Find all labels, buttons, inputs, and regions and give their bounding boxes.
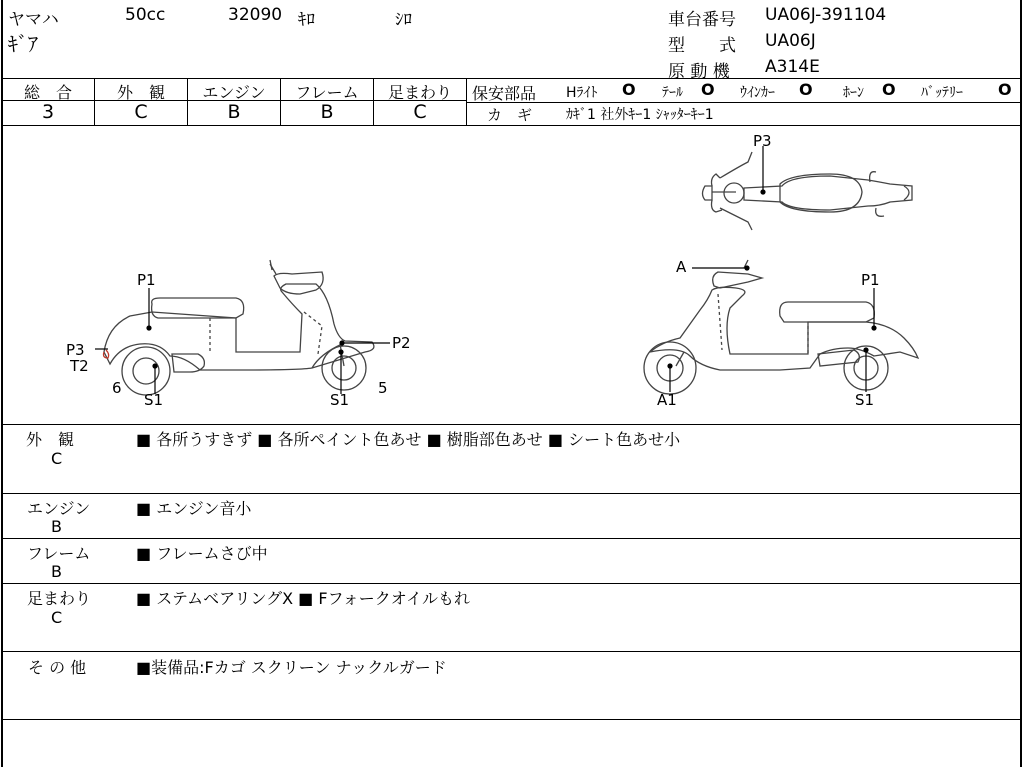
score-label-exterior: 外 観 [116, 83, 165, 102]
safety-mark-headlight: O [622, 80, 636, 99]
divider [1, 493, 1022, 494]
score-value-engine: B [227, 101, 241, 123]
score-label-engine: エンジン [202, 83, 266, 102]
safety-mark-winker: O [799, 80, 813, 99]
section-label: エンジン [27, 499, 91, 518]
divider [1, 424, 1022, 425]
section-text: ■ ステムベアリングX ■ Fフォークオイルもれ [136, 589, 470, 608]
score-value-total: 3 [41, 101, 55, 123]
score-value-exterior: C [134, 101, 148, 123]
label-left-s1a: S1 [144, 391, 164, 409]
label-top-p3: P3 [753, 132, 772, 150]
divider [1, 78, 1022, 79]
label-left-6: 6 [112, 379, 122, 397]
label-left-p3: P3 [66, 341, 85, 359]
safety-item-headlight: Hﾗｲﾄ [566, 85, 598, 101]
safety-mark-tail: O [701, 80, 715, 99]
mileage-unit: ｷﾛ [298, 10, 315, 30]
score-value-frame: B [320, 101, 334, 123]
type-value: UA06J [765, 31, 816, 51]
score-label-total: 総 合 [23, 83, 72, 102]
keys-label: カ ギ [487, 106, 533, 124]
section-label: 外 観 [26, 430, 75, 449]
label-left-t2: T2 [70, 357, 89, 375]
section-label: フレーム [27, 544, 91, 563]
safety-label: 保安部品 [472, 84, 537, 103]
divider [1, 538, 1022, 539]
section-label: そ の 他 [28, 658, 87, 677]
section-text: ■装備品:Fカゴ スクリーン ナックルガード [136, 658, 447, 677]
safety-item-horn: ﾎｰﾝ [843, 85, 864, 101]
label-left-p1: P1 [137, 271, 156, 289]
maker: ヤマハ [8, 10, 59, 30]
safety-item-winker: ｳｲﾝｶｰ [740, 85, 775, 101]
divider [466, 78, 467, 125]
label-left-s1b: S1 [330, 391, 350, 409]
score-label-frame: フレーム [295, 83, 359, 102]
label-left-p2: P2 [392, 334, 411, 352]
mileage: 32090 [228, 5, 283, 25]
label-right-a1: A1 [657, 391, 677, 409]
type-label: 型 式 [668, 36, 736, 56]
score-label-suspension: 足まわり [387, 83, 452, 102]
divider [1, 583, 1022, 584]
section-label: 足まわり [27, 589, 92, 608]
section-grade: B [51, 517, 62, 536]
section-grade: B [51, 562, 62, 581]
divider [1, 719, 1022, 720]
label-right-p1: P1 [861, 271, 880, 289]
model-name: ｷﾞｱ [8, 32, 38, 56]
label-right-a: A [676, 258, 687, 276]
safety-mark-battery: O [998, 80, 1012, 99]
safety-item-tail: ﾃｰﾙ [662, 85, 683, 101]
keys-value: ｶｷﾞ1 社外ｷｰ1 ｼｬｯﾀｰｷｰ1 [566, 107, 714, 123]
divider [1, 651, 1022, 652]
frame-no-label: 車台番号 [668, 10, 736, 30]
section-text: ■ フレームさび中 [136, 544, 268, 563]
engine-value: A314E [765, 57, 820, 77]
section-text: ■ 各所うすきず ■ 各所ペイント色あせ ■ 樹脂部色あせ ■ シート色あせ小 [136, 430, 681, 449]
section-text: ■ エンジン音小 [136, 499, 252, 518]
displacement: 50cc [125, 5, 166, 25]
frame-no: UA06J-391104 [765, 5, 887, 25]
divider [467, 102, 1022, 103]
section-grade: C [51, 608, 63, 627]
label-left-5: 5 [378, 379, 388, 397]
label-right-s1: S1 [855, 391, 875, 409]
safety-item-battery: ﾊﾞｯﾃﾘｰ [921, 85, 963, 101]
color: ｼﾛ [395, 10, 412, 30]
engine-label: 原 動 機 [668, 62, 730, 82]
safety-mark-horn: O [882, 80, 896, 99]
score-value-suspension: C [413, 101, 427, 123]
section-grade: C [51, 449, 63, 468]
scooter-top-view [703, 152, 913, 230]
damage-diagram [0, 126, 1022, 424]
